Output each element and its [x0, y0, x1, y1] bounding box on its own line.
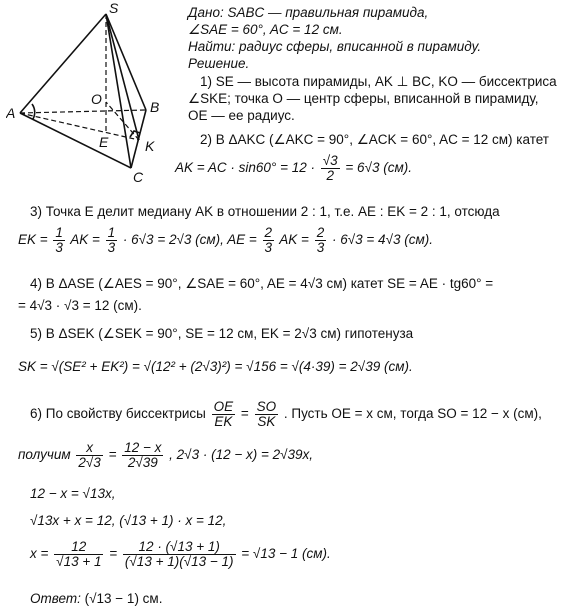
fraction-den: 3	[55, 240, 63, 255]
fraction-den: 3	[316, 240, 325, 255]
answer-value: (√13 − 1) см.	[84, 591, 163, 606]
fraction-num: 1	[55, 225, 63, 240]
fraction-den: EK	[214, 414, 233, 429]
edge-SC	[106, 14, 131, 168]
label-K: K	[145, 138, 155, 154]
label-B: B	[150, 99, 160, 115]
step6-pre: 6) По свойству биссектрисы	[30, 406, 206, 422]
given-line-3: Найти: радиус сферы, вписанной в пирамиду.	[188, 39, 482, 54]
step3-ek-label: EK =	[18, 232, 48, 248]
answer-line	[30, 590, 162, 607]
fraction-den: 2	[326, 168, 334, 183]
pyramid-figure	[6, 0, 174, 185]
fraction-so-sk	[255, 400, 279, 429]
angle-mark-A	[32, 104, 35, 119]
step3-end: · 6√3 = 4√3 (см).	[332, 232, 433, 248]
step4-line-a: 4) В ΔASE (∠AES = 90°, ∠SAE = 60°, AE = 4√3 см) катет SE = AE · tg60° =	[30, 276, 494, 291]
fraction-num: √3	[322, 153, 338, 168]
median-AK-hidden	[20, 113, 139, 140]
fraction-den: 2√39	[127, 455, 158, 470]
fraction-2-3-b	[315, 226, 327, 255]
fraction-den: 3	[264, 240, 273, 255]
step4-line-b: = 4√3 · √3 = 12 (см).	[18, 298, 142, 313]
step6-line-d: √13x + x = 12, (√13 + 1) · x = 12,	[30, 513, 227, 528]
fraction-num: x	[76, 441, 102, 456]
fraction-12-sqrt13p1	[54, 540, 103, 569]
fraction-den: √13 + 1	[56, 554, 102, 569]
fraction-den: 3	[107, 240, 116, 255]
fraction-den: 2√3	[78, 455, 101, 470]
step1-line-a: 1) SE — высота пирамиды, AK ⊥ BC, KO — биссектриса	[200, 74, 557, 89]
step1-line-c: OE — ее радиус.	[188, 108, 295, 123]
step6b-pre: получим	[18, 447, 71, 463]
step3-mid: · 6√3 = 2√3 (см), AE =	[122, 232, 257, 248]
edge-SB	[106, 14, 146, 110]
step5-line-a: 5) В ΔSEK (∠SEK = 90°, SE = 12 см, EK = 2√3 см) гипотенуза	[30, 326, 414, 341]
fraction-num: 2	[264, 225, 273, 240]
step5-formula: SK = √(SE² + EK²) = √(12² + (2√3)²) = √156 = √(4·39) = 2√39 (см).	[18, 359, 413, 374]
fraction-sqrt3-over-2	[321, 154, 340, 183]
step6-post: . Пусть OE = x см, тогда SO = 12 − x (см),	[283, 406, 542, 422]
label-E: E	[99, 134, 109, 150]
fraction-num: 12	[54, 540, 103, 555]
fraction-rationalized	[123, 540, 236, 569]
step6e-pre: x =	[30, 546, 49, 562]
step6-line-a	[30, 400, 542, 429]
fraction-den: SK	[257, 414, 276, 429]
given-line-1: Дано: SABC — правильная пирамида,	[188, 5, 429, 20]
step2-formula-pre: AK = AC · sin60° = 12 ·	[175, 160, 315, 176]
fraction-num: 12 · (√13 + 1)	[123, 540, 236, 555]
fraction-1-3-a	[53, 226, 65, 255]
label-O: O	[91, 91, 102, 107]
fraction-den: (√13 + 1)(√13 − 1)	[124, 554, 234, 569]
edge-AC	[20, 113, 131, 168]
fraction-num: 12 − x	[124, 440, 162, 455]
given-line-2: ∠SAE = 60°, AC = 12 см.	[188, 22, 343, 37]
label-S: S	[109, 0, 119, 16]
fraction-oe-ek	[212, 400, 236, 429]
step2-formula-post: = 6√3 (см).	[345, 160, 412, 176]
fraction-num: SO	[256, 399, 277, 414]
step3-line-a: 3) Точка E делит медиану AK в отношении 2 : 1, т.е. AE : EK = 2 : 1, отсюда	[30, 204, 500, 219]
given-line-4: Решение.	[188, 56, 250, 71]
step6-line-b: получим $\frac{x}{2√3}$ = $\frac{12 - x}{2√39}$ , 2√3 · (12 − x) = 2√39x,	[18, 440, 314, 470]
step3-ak-label-a: AK =	[70, 232, 100, 248]
step6-line-c: 12 − x = √13x,	[30, 486, 116, 501]
step2-line-a: 2) В ΔAKC (∠AKC = 90°, ∠ACK = 60°, AC = 12 см) катет	[200, 132, 549, 147]
step6e-post: = √13 − 1 (см).	[241, 546, 331, 562]
fraction-x-2sqrt3	[76, 441, 102, 470]
label-A: A	[6, 105, 16, 121]
fraction-2-3-a	[263, 226, 275, 255]
step6-eq: =	[240, 406, 249, 422]
fraction-1-3-b	[106, 226, 118, 255]
fraction-num: 1	[107, 225, 116, 240]
fraction-num: 2	[316, 225, 325, 240]
fraction-12mx-2sqrt39	[122, 441, 163, 470]
step6-line-e: x = $\frac{12}{√13 + 1}$ = $\frac{12 \cdot (√13 + 1)}{(√13 + 1)(√13 - 1)}$ = √13 − 1 (см).	[30, 539, 331, 569]
step1-line-b: ∠SKE; точка O — центр сферы, вписанной в пирамиду,	[188, 91, 539, 106]
answer-label: Ответ:	[30, 591, 81, 606]
step3-ak-label-b: AK =	[279, 232, 309, 248]
fraction-num: OE	[213, 399, 234, 414]
step6b-post: , 2√3 · (12 − x) = 2√39x,	[169, 447, 314, 463]
step3-formula	[18, 226, 433, 255]
step2-formula	[175, 154, 412, 183]
label-C: C	[133, 169, 144, 185]
edge-AB-hidden	[20, 110, 146, 113]
